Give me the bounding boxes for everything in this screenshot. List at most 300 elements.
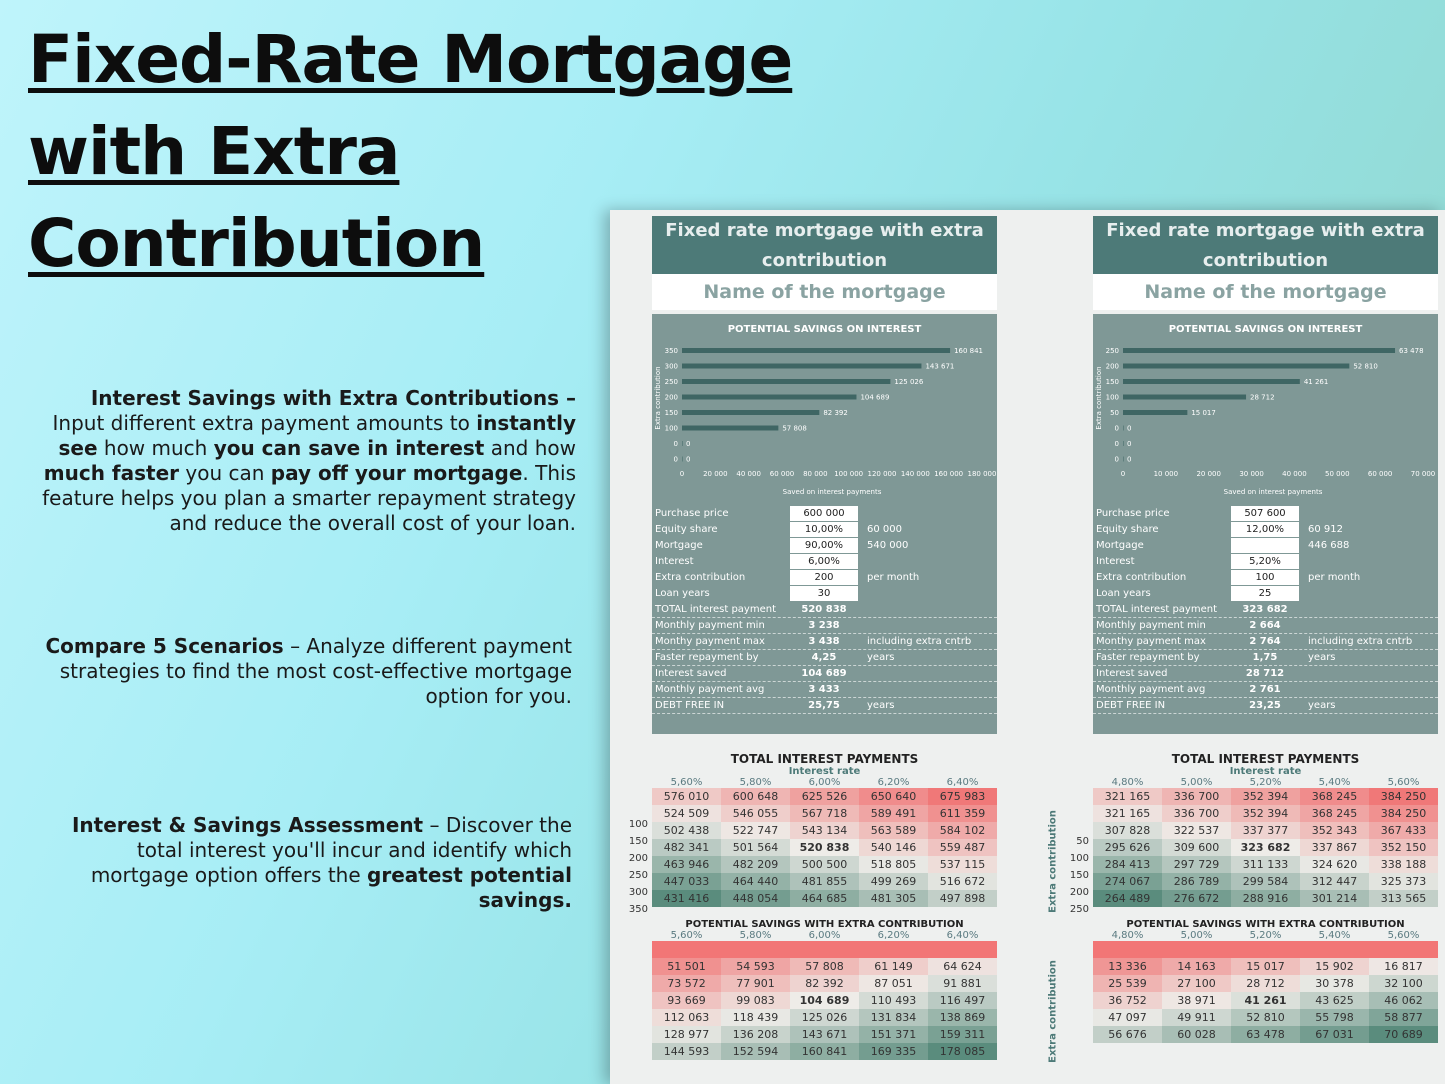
calc-row [1093,618,1438,634]
table-cell: 336 700 [1162,788,1231,805]
row-label: TOTAL interest payment [1096,604,1217,615]
chart-title: POTENTIAL SAVINGS ON INTEREST [1168,324,1363,335]
table-row [1093,805,1438,822]
table-cell: 87 051 [859,975,928,992]
row-label: Equity share [1096,524,1159,535]
row-label: Mortgage [655,540,703,551]
table-cell: 611 359 [928,805,997,822]
table-cell: 52 810 [1231,1009,1300,1026]
table-row [652,890,997,907]
table-cell: 367 433 [1369,822,1438,839]
x-tick-label: 140 000 [900,470,930,478]
table-cell: 160 841 [790,1043,859,1060]
bar [682,395,856,400]
table-cell: 589 491 [859,805,928,822]
row-label: Loan years [1096,588,1151,599]
rate-value: 6,00% [808,930,841,941]
table-row [1093,788,1438,805]
row-label: Interest saved [1096,668,1168,679]
rate-value: 5,60% [670,777,703,788]
row-label: Monthy payment max [1096,636,1206,647]
calc-body [1093,314,1438,734]
table-cell: 77 901 [721,975,790,992]
row-value: 3 433 [808,684,840,695]
row-aux: years [867,700,895,711]
row-value[interactable]: 90,00% [790,538,858,553]
row-value: 2 761 [1249,684,1281,695]
calc-rows [652,506,997,714]
category-label: 350 [664,347,678,355]
calc-row [652,554,997,570]
bar-value-label: 57 808 [782,424,807,433]
table-cell: 138 869 [928,1009,997,1026]
table-cell: 284 413 [1093,856,1162,873]
table-cell: 600 648 [721,788,790,805]
table-row [1093,941,1438,958]
category-label: 0 [1114,455,1119,464]
row-value[interactable]: 100 [1231,570,1299,585]
calc-row [652,666,997,682]
row-label [1061,799,1089,816]
table-cell: 524 509 [652,805,721,822]
table-cell: 264 489 [1093,890,1162,907]
table-cell: 312 447 [1300,873,1369,890]
row-value: 2 764 [1249,636,1281,647]
table-cell: 112 063 [652,1009,721,1026]
bar [1123,426,1124,431]
bar-value-label: 63 478 [1399,347,1424,355]
table-cell: 516 672 [928,873,997,890]
row-label: 100 [1069,853,1089,864]
x-tick-label: 40 000 [736,470,761,478]
table-cell: 93 669 [652,992,721,1009]
table-cell: 576 010 [652,788,721,805]
calc-row [1093,522,1438,538]
bar [1123,441,1124,446]
table-row [652,1009,997,1026]
table-row [1093,958,1438,975]
savings-bar-chart [652,338,997,506]
table-cell: 169 335 [859,1043,928,1060]
bar [1123,364,1349,369]
table-cell: 99 083 [721,992,790,1009]
table-row [652,873,997,890]
bar-value-label: 0 [1127,440,1132,448]
row-label: Purchase price [1096,508,1170,519]
row-label: DEBT FREE IN [655,700,725,711]
spreadsheet-preview [610,210,1445,1084]
row-label: 300 [628,887,648,898]
row-label: Monthly payment min [1096,620,1206,631]
row-value[interactable]: 200 [790,570,858,585]
row-value: 104 689 [801,668,847,679]
row-value: 3 238 [808,620,840,631]
row-value: 4,25 [811,652,837,663]
calc-row [1093,666,1438,682]
bar-value-label: 0 [1127,424,1132,433]
table-cell: 540 146 [859,839,928,856]
table-cell: 27 100 [1162,975,1231,992]
row-value[interactable]: 25 [1231,586,1299,601]
mortgage-panel-2 [1047,216,1438,1063]
table-cell [1300,941,1369,958]
table-row [1093,856,1438,873]
calc-row [652,650,997,666]
table-cell: 650 640 [859,788,928,805]
row-label: 150 [628,836,648,847]
x-tick-label: 0 [1120,470,1126,478]
category-label: 250 [1105,347,1119,355]
table-cell: 41 261 [1231,992,1300,1009]
table-cell: 30 378 [1300,975,1369,992]
rate-value: 6,40% [946,777,979,788]
row-value: 1,75 [1252,652,1278,663]
rate-value: 5,20% [1249,930,1282,941]
table-cell: 567 718 [790,805,859,822]
row-value[interactable]: 30 [790,586,858,601]
x-tick-label: 120 000 [867,470,897,478]
table-cell: 482 209 [721,856,790,873]
row-label: Monthly payment avg [655,684,765,695]
table-cell: 60 028 [1162,1026,1231,1043]
page-title: Fixed-Rate Mortgage with Extra Contribution [28,21,793,282]
table-cell: 337 377 [1231,822,1300,839]
savings-ylabel: Extra contribution [1047,960,1059,1063]
bar-value-label: 0 [686,440,691,448]
table-row [1093,890,1438,907]
table-cell: 384 250 [1369,805,1438,822]
bar [682,426,778,431]
category-label: 0 [1114,440,1119,448]
table-cell: 481 855 [790,873,859,890]
row-label: Mortgage [1096,540,1144,551]
bar-value-label: 82 392 [823,409,848,417]
bar-value-label: 15 017 [1191,409,1216,417]
table-row [652,839,997,856]
bar [1123,410,1187,415]
row-label: Equity share [655,524,718,535]
table-cell: 32 100 [1369,975,1438,992]
interest-grid [652,788,997,907]
row-label: 250 [1069,904,1089,915]
table-cell: 464 440 [721,873,790,890]
table-cell: 384 250 [1369,788,1438,805]
bar [682,348,950,353]
table-cell: 323 682 [1231,839,1300,856]
feature-compare-scenarios: Compare 5 Scenarios – Analyze different payment strategies to find the most cost-effective mortgage option for you. [45,634,572,708]
rate-value: 5,60% [1387,777,1420,788]
table-cell: 288 916 [1231,890,1300,907]
table-cell: 57 808 [790,958,859,975]
table-cell: 352 394 [1231,788,1300,805]
mortgage-name: Name of the mortgage [1093,274,1438,310]
rate-header [1093,777,1438,788]
table-row [652,958,997,975]
table-cell: 56 676 [1093,1026,1162,1043]
rate-value: 5,80% [739,930,772,941]
rate-value: 5,80% [739,777,772,788]
table-cell: 297 729 [1162,856,1231,873]
chart-ylabel: Extra contribution [654,366,662,430]
row-value[interactable]: 10,00% [790,522,858,537]
mortgage-name: Name of the mortgage [652,274,997,310]
x-tick-label: 40 000 [1282,470,1307,478]
table-cell: 464 685 [790,890,859,907]
table-cell: 55 798 [1300,1009,1369,1026]
calc-row [1093,682,1438,698]
row-label: Interest [1096,556,1135,567]
rate-value: 5,00% [1180,777,1213,788]
calc-row [1093,586,1438,602]
table-cell: 43 625 [1300,992,1369,1009]
table-cell: 125 026 [790,1009,859,1026]
row-value[interactable]: 5,20% [1231,554,1299,569]
bar-value-label: 104 689 [860,393,890,402]
rate-label: Interest rate [1229,766,1302,777]
row-label: 250 [628,870,648,881]
interest-row-labels [1061,799,1089,918]
table-cell: 543 134 [790,822,859,839]
table-cell: 151 371 [859,1026,928,1043]
table-cell: 36 752 [1093,992,1162,1009]
x-tick-label: 100 000 [834,470,864,478]
table-cell: 73 572 [652,975,721,992]
category-label: 150 [1105,378,1119,386]
category-label: 0 [673,440,678,448]
category-label: 50 [1110,409,1119,417]
table-cell: 324 620 [1300,856,1369,873]
table-cell: 58 877 [1369,1009,1438,1026]
table-cell: 131 834 [859,1009,928,1026]
chart-xlabel: Saved on interest payments [1223,488,1323,496]
bar [682,410,819,415]
x-tick-label: 10 000 [1153,470,1179,478]
table-cell: 563 589 [859,822,928,839]
table-row [652,788,997,805]
table-cell [721,941,790,958]
row-label: 100 [628,819,648,830]
calc-row [652,602,997,618]
row-value: 3 438 [808,636,840,647]
row-aux: 60 000 [867,524,902,535]
rate-value: 5,40% [1318,777,1351,788]
table-cell: 321 165 [1093,805,1162,822]
calc-row [652,506,997,522]
bar-value-label: 143 671 [925,362,955,371]
table-cell: 309 600 [1162,839,1231,856]
calc-rows [1093,506,1438,714]
interest-ylabel: Extra contribution [1047,810,1059,913]
x-tick-label: 180 000 [967,470,997,478]
table-cell: 497 898 [928,890,997,907]
feature-assessment: Interest & Savings Assessment – Discover the total interest you'll incur and identify which mortgage option offers the greatest potential savings. [71,813,572,912]
table-cell: 463 946 [652,856,721,873]
table-cell: 501 564 [721,839,790,856]
bar-value-label: 0 [686,455,691,464]
table-cell: 546 055 [721,805,790,822]
row-label [620,799,648,816]
row-aux: 540 000 [867,540,909,551]
table-cell: 584 102 [928,822,997,839]
row-value[interactable]: 600 000 [790,506,858,521]
calc-row [1093,698,1438,714]
interest-grid [1093,788,1438,907]
table-cell: 70 689 [1369,1026,1438,1043]
table-row [652,822,997,839]
x-tick-label: 60 000 [769,470,795,478]
rate-value: 6,00% [808,777,841,788]
table-cell: 274 067 [1093,873,1162,890]
bar [1123,348,1395,353]
category-label: 100 [664,424,678,433]
table-cell [652,941,721,958]
table-row [1093,822,1438,839]
row-label: Monthly payment avg [1096,684,1206,695]
table-cell [1162,941,1231,958]
row-value[interactable]: 6,00% [790,554,858,569]
row-label [1061,816,1089,833]
table-cell: 14 163 [1162,958,1231,975]
panel-header: Fixed rate mortgage with extra contribution [1093,216,1438,274]
calc-row [1093,650,1438,666]
row-label: Monthly payment min [655,620,765,631]
row-aux: 446 688 [1308,540,1350,551]
table-row [1093,975,1438,992]
table-row [652,992,997,1009]
table-cell: 481 305 [859,890,928,907]
table-cell: 47 097 [1093,1009,1162,1026]
table-cell: 54 593 [721,958,790,975]
row-aux: years [1308,652,1336,663]
category-label: 0 [1114,424,1119,433]
table-cell: 537 115 [928,856,997,873]
row-value[interactable]: 507 600 [1231,506,1299,521]
table-cell: 64 624 [928,958,997,975]
rate-header [652,930,997,941]
table-cell: 128 977 [652,1026,721,1043]
row-value: 28 712 [1245,668,1285,679]
table-cell: 91 881 [928,975,997,992]
x-tick-label: 80 000 [803,470,828,478]
row-label: Loan years [655,588,710,599]
table-row [652,856,997,873]
calc-row [1093,634,1438,650]
calc-body [652,314,997,734]
table-cell: 336 700 [1162,805,1231,822]
table-cell: 625 526 [790,788,859,805]
x-tick-label: 160 000 [934,470,964,478]
table-cell: 118 439 [721,1009,790,1026]
chart-ylabel: Extra contribution [1095,366,1103,430]
x-tick-label: 50 000 [1325,470,1350,478]
table-cell: 322 537 [1162,822,1231,839]
rate-value: 4,80% [1111,930,1144,941]
table-cell: 518 805 [859,856,928,873]
table-row [1093,1026,1438,1043]
row-aux: per month [1308,572,1361,583]
table-cell: 448 054 [721,890,790,907]
rate-value: 5,40% [1318,930,1351,941]
table-cell: 522 747 [721,822,790,839]
rate-value: 5,60% [1387,930,1420,941]
bar-value-label: 160 841 [954,347,984,355]
x-tick-label: 70 000 [1410,470,1436,478]
category-label: 150 [664,409,678,417]
table-cell: 520 838 [790,839,859,856]
table-row [652,1043,997,1060]
table-cell: 299 584 [1231,873,1300,890]
table-cell: 482 341 [652,839,721,856]
bar [1123,379,1300,384]
row-value[interactable] [1231,538,1299,553]
table-cell: 13 336 [1093,958,1162,975]
calc-row [652,570,997,586]
row-label: 350 [628,904,648,915]
chart-title: POTENTIAL SAVINGS ON INTEREST [727,324,922,335]
row-aux: including extra cntrb [1308,636,1413,647]
calc-row [1093,570,1438,586]
rate-value: 6,20% [877,930,910,941]
row-value[interactable]: 12,00% [1231,522,1299,537]
table-cell: 301 214 [1300,890,1369,907]
savings-grid [652,941,997,1060]
calc-row [1093,602,1438,618]
table-cell: 28 712 [1231,975,1300,992]
table-cell: 447 033 [652,873,721,890]
calc-row [652,522,997,538]
interest-table [1093,752,1438,907]
table-cell: 276 672 [1162,890,1231,907]
table-cell: 325 373 [1369,873,1438,890]
mortgage-panel-1 [628,216,997,1060]
table-row [652,1026,997,1043]
bar [1123,457,1124,462]
bar [682,379,890,384]
rate-header [1093,930,1438,941]
bar [1123,395,1246,400]
table-cell: 500 500 [790,856,859,873]
row-aux: including extra cntrb [867,636,972,647]
table-cell: 15 902 [1300,958,1369,975]
row-label: DEBT FREE IN [1096,700,1166,711]
calc-row [652,586,997,602]
interest-title: TOTAL INTEREST PAYMENTS [1171,752,1360,766]
savings-bar-chart [1093,338,1438,506]
chart-xlabel: Saved on interest payments [782,488,882,496]
table-cell [1093,941,1162,958]
table-cell: 431 416 [652,890,721,907]
row-label: TOTAL interest payment [655,604,776,615]
calc-row [652,618,997,634]
table-cell: 286 789 [1162,873,1231,890]
table-cell: 499 269 [859,873,928,890]
row-label: Faster repayment by [1096,652,1200,663]
table-cell: 144 593 [652,1043,721,1060]
table-cell: 110 493 [859,992,928,1009]
rate-value: 5,00% [1180,930,1213,941]
table-cell: 338 188 [1369,856,1438,873]
bar-value-label: 0 [1127,455,1132,464]
x-tick-label: 20 000 [1196,470,1221,478]
table-row [1093,992,1438,1009]
table-cell [928,941,997,958]
bar-value-label: 41 261 [1303,378,1329,386]
table-cell [1231,941,1300,958]
table-cell: 49 911 [1162,1009,1231,1026]
table-row [652,805,997,822]
savings-title: POTENTIAL SAVINGS WITH EXTRA CONTRIBUTION [1126,919,1405,930]
table-cell: 15 017 [1231,958,1300,975]
